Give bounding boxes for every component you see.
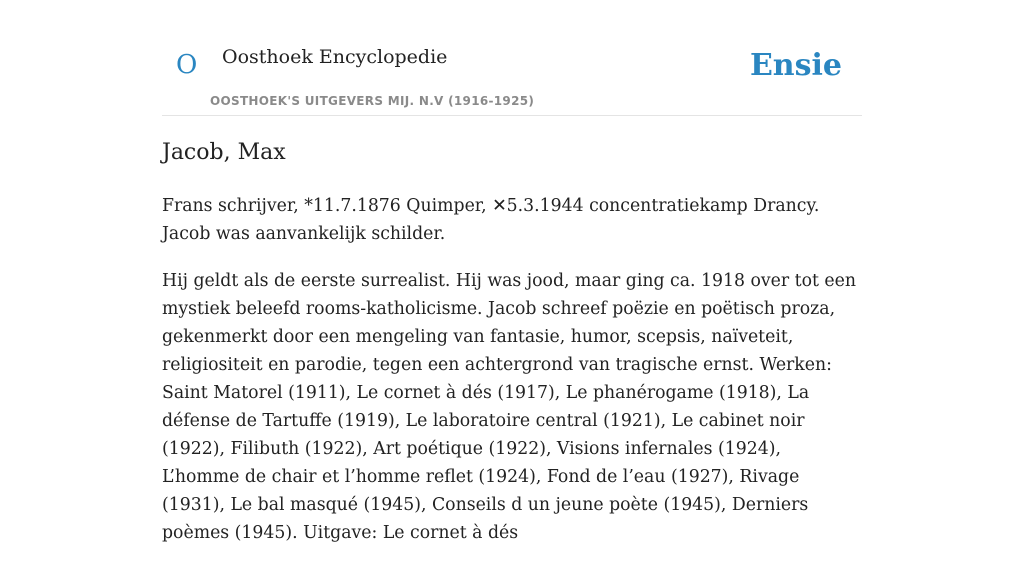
- ensie-brand-link[interactable]: Ensie: [749, 48, 842, 83]
- site-title: Oosthoek Encyclopedie: [222, 46, 448, 68]
- entry-paragraph: Hij geldt als de eerste surrealist. Hij was jood, maar ging ca. 1918 over tot een mystiek beleefd rooms-katholicisme. Jacob schreef poëzie en poëtisch proza, gekenmerkt door een mengeling van fantasie, humor, scepsis, naïveteit, religiositeit en parodie, tegen een achtergrond van tragische ernst. Werken: Saint Matorel (1911), Le cornet à dés (1917), Le phanérogame (1918), La défense de Tartuffe (1919), Le laboratoire central (1921), Le cabinet noir (1922), Filibuth (1922), Art poétique (1922), Visions infernales (1924), L’homme de chair et l’homme reflet (1924), Fond de l’eau (1927), Rivage (1931), Le bal masqué (1945), Conseils d un jeune poète (1945), Derniers poèmes (1945). Uitgave: Le cornet à dés: [162, 271, 856, 543]
- site-subtitle: OOSTHOEK'S UITGEVERS MIJ. N.V (1916-1925): [210, 94, 535, 108]
- page-container: [162, 0, 862, 543]
- entry-body: [162, 192, 862, 566]
- entry-title: Jacob, Max: [162, 140, 286, 165]
- entry-paragraph: Frans schrijver, *11.7.1876 Quimper, ✕5.3.1944 concentratiekamp Drancy. Jacob was aanvankelijk schilder.: [162, 196, 820, 244]
- site-header: [162, 0, 862, 116]
- site-logo-icon: O: [176, 50, 198, 80]
